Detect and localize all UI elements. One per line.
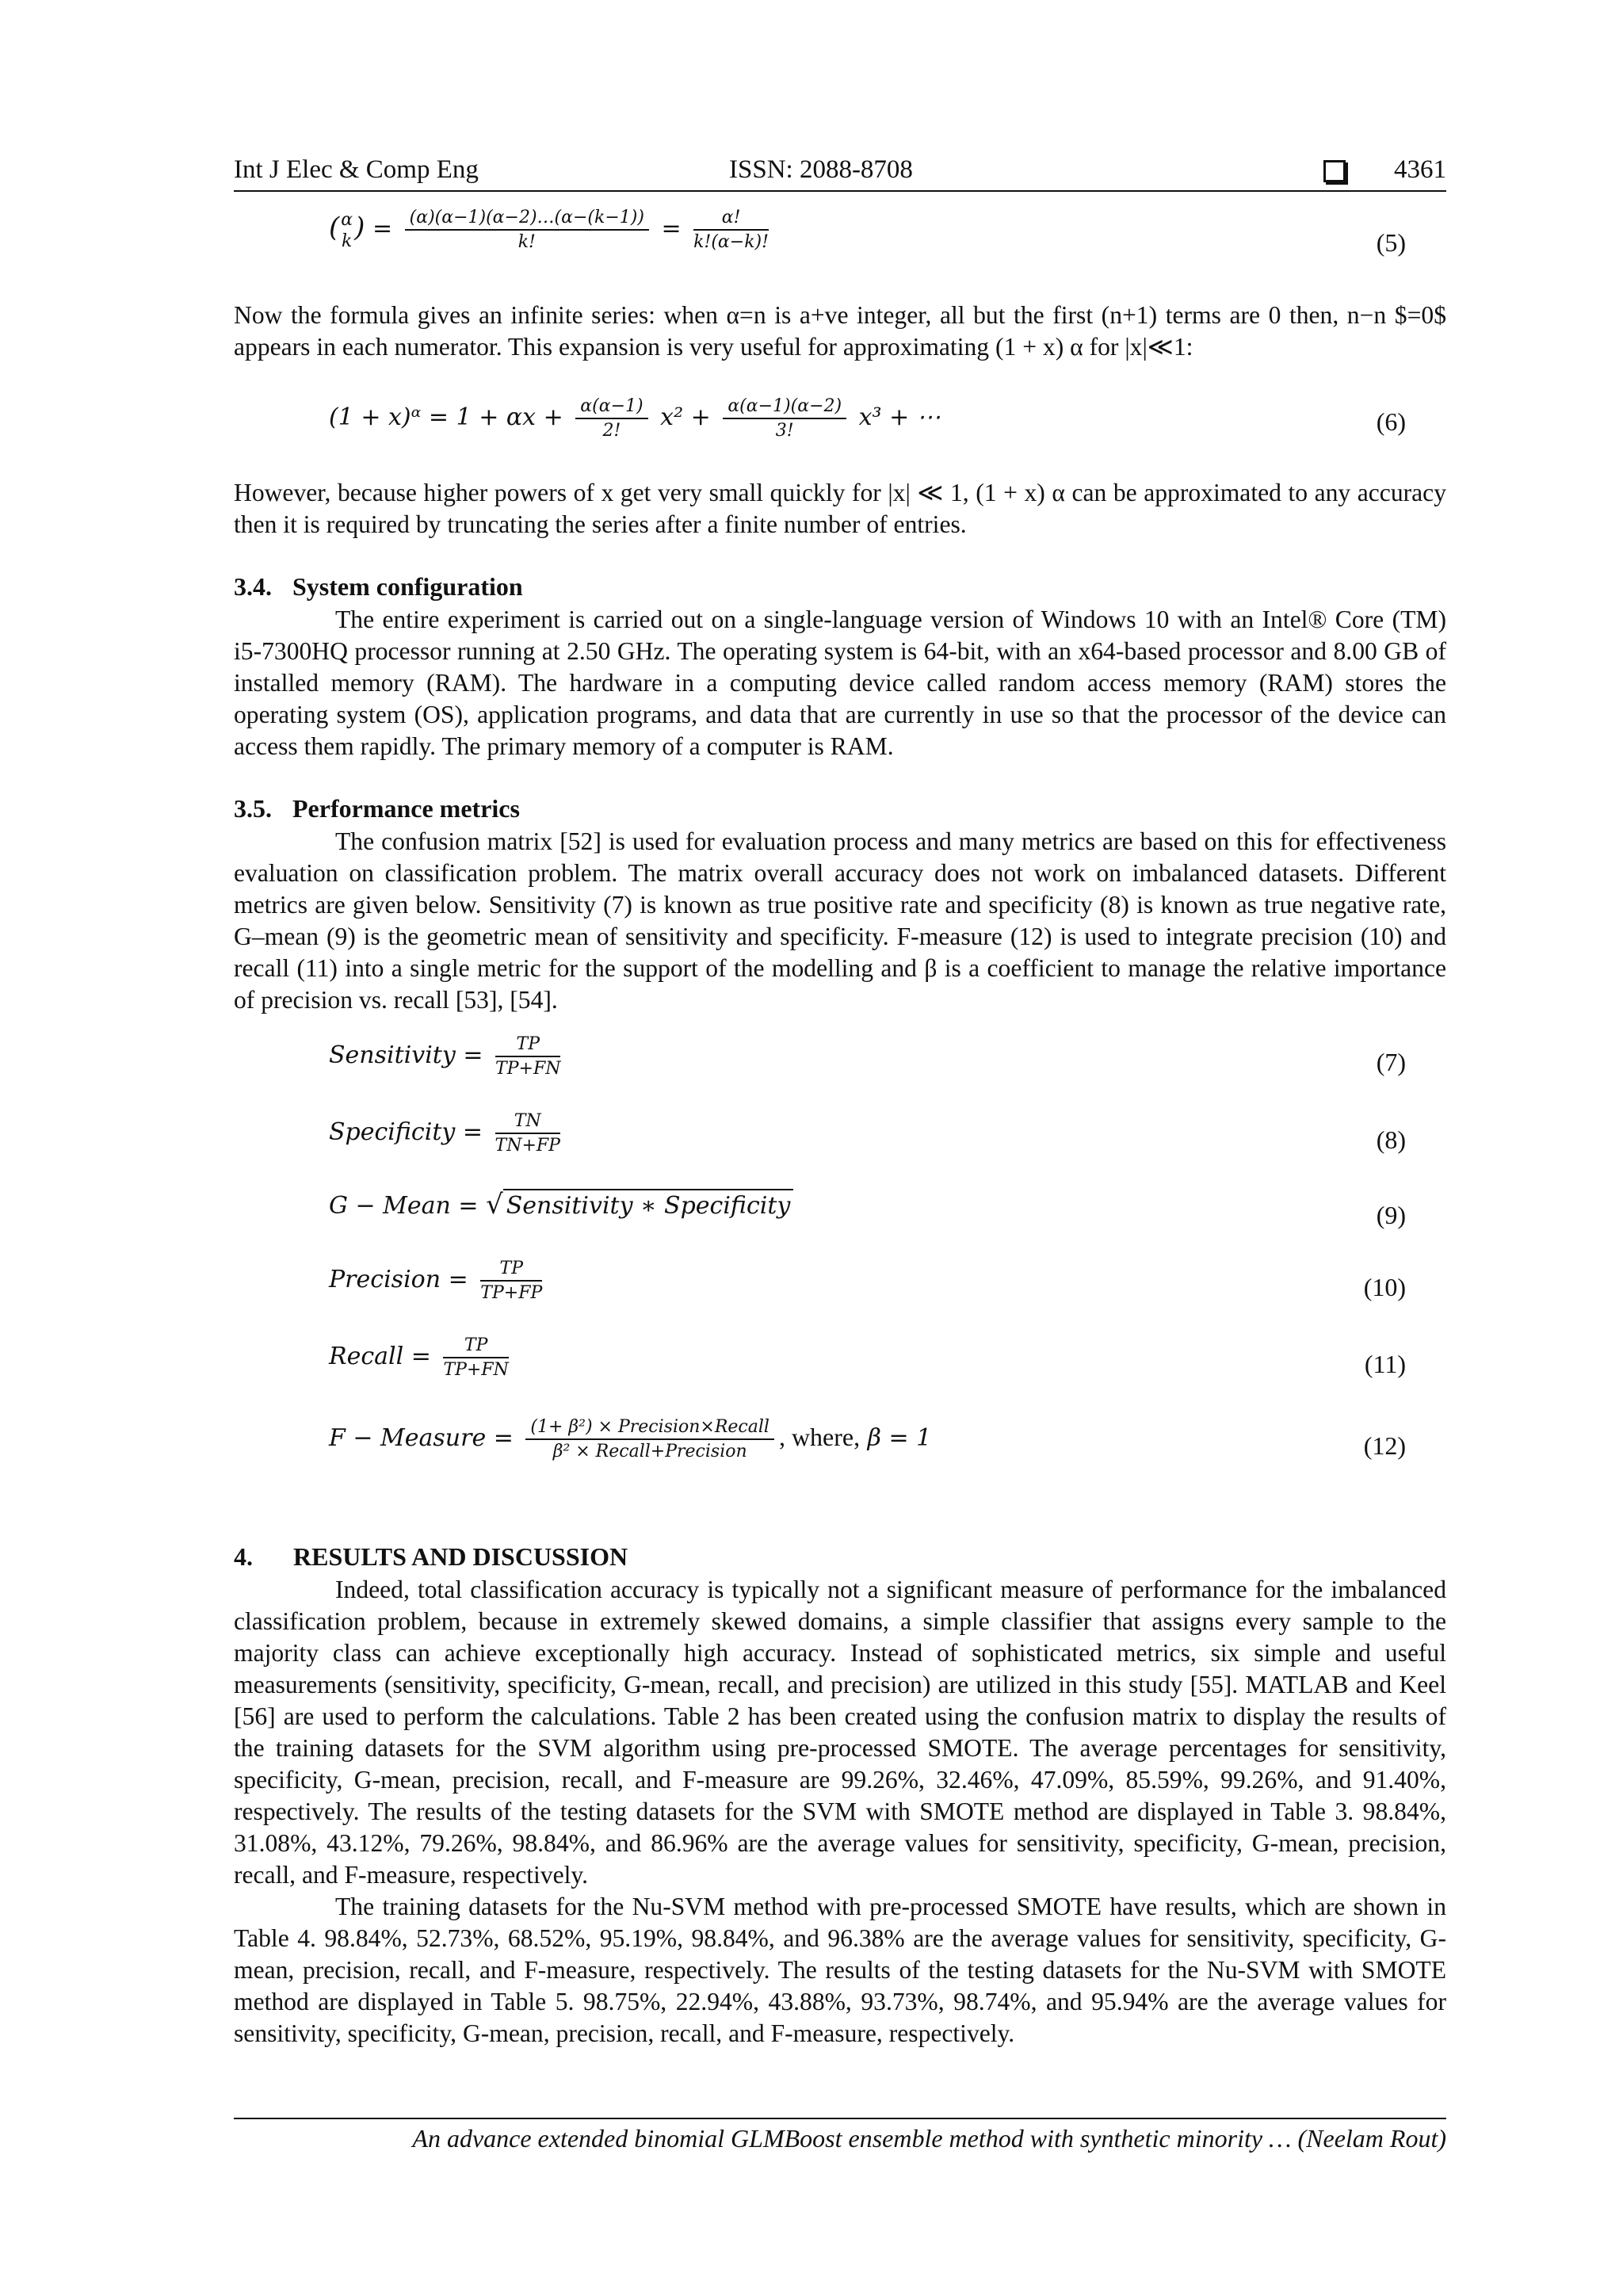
eq9-number: (9) — [1376, 1201, 1406, 1229]
eq6-f2-den: 3! — [775, 421, 794, 441]
section-3-5-title: Performance metrics — [292, 794, 520, 823]
eq12-lhs: F − Measure = — [329, 1424, 514, 1452]
eq12-number: (12) — [1363, 1431, 1406, 1460]
equation-7 — [329, 1034, 565, 1098]
running-header — [234, 155, 1446, 192]
running-footer: An advance extended binomial GLMBoost ensemble method with synthetic minority … (Neelam Rout) — [234, 2118, 1446, 2153]
eq11-num: TP — [443, 1335, 508, 1358]
eq7-num: TP — [495, 1034, 560, 1057]
eq5-mid-num: (α)(α−1)(α−2)…(α−(k−1)) — [405, 208, 649, 231]
eq5-mid-den: k! — [517, 232, 536, 252]
equation-12 — [329, 1417, 931, 1480]
eq8-num: TN — [495, 1111, 560, 1134]
eq12-den: β² × Recall+Precision — [552, 1442, 747, 1461]
section-3-5-text: The confusion matrix [52] is used for evaluation process and many metrics are based on this for effectiveness evaluation on classification problem. The matrix overall accuracy does not work on imbalanced datasets. Different metrics are given below. Sensitivity (7) is known as true positive rate and specificity (8) is known as true negative rate, G–mean (9) is the geometric mean of sensitivity and specificity. F-measure (12) is used to integrate precision (10) and recall (11) into a single metric for the support of the modelling and β is a coefficient to manage the relative importance of precision vs. recall [53], [54]. — [234, 827, 1446, 1014]
eq8-den: TN+FP — [495, 1136, 560, 1156]
eq5-number: (5) — [1376, 228, 1406, 257]
section-4-paragraph-2: The training datasets for the Nu-SVM method with pre-processed SMOTE have results, which are shown in Table 4. 98.84%, 52.73%, 68.52%, 95.19%, 98.84%, and 96.38% are the average values for sensitivity, specificity, G-mean, precision, recall, and F-measure, respectively. The results of the testing datasets for the Nu-SVM with SMOTE method are displayed in Table 5. 98.75%, 22.94%, 43.88%, 93.73%, 98.74%, and 95.94% are the average values for sensitivity, specificity, G-mean, precision, recall, and F-measure, respectively. — [234, 1893, 1446, 2047]
sqrt-sign-icon: √ — [486, 1189, 503, 1221]
page-number: 4361 — [1394, 155, 1446, 184]
equation-11 — [329, 1335, 514, 1399]
equation-6 — [329, 396, 941, 460]
eq11-number: (11) — [1364, 1350, 1406, 1378]
issn: ISSN: 2088-8708 — [729, 155, 913, 184]
eq6-f1-num: α(α−1) — [575, 396, 647, 419]
eq8-number: (8) — [1376, 1125, 1406, 1154]
section-4-heading — [234, 1542, 628, 1572]
eq5-lhs-bottom: k — [342, 231, 353, 251]
section-3-5-heading — [234, 794, 520, 823]
eq6-tail: x³ + ⋯ — [858, 403, 941, 431]
eq9-radicand: Sensitivity ∗ Specificity — [503, 1189, 794, 1220]
square-bullet-icon — [1323, 160, 1346, 182]
equation-5: ( α k ) = $\frac{(\alpha)(\alpha-1)(\alpha-2)\dots(\alpha-(k-1))}{k!}$ = $\frac{\alpha!}{k!(\alpha-k)!}$ — [329, 208, 769, 252]
eq12-beta: β = 1 — [867, 1424, 932, 1452]
eq11-den: TP+FN — [443, 1360, 509, 1380]
eq11-lhs: Recall = — [329, 1343, 431, 1370]
eq5-lhs-top: α — [341, 210, 353, 230]
eq10-num: TP — [480, 1259, 542, 1282]
section-3-5-number: 3.5. — [234, 794, 272, 823]
eq5-right-den: k!(α−k)! — [693, 232, 769, 252]
eq10-den: TP+FP — [480, 1283, 543, 1303]
eq10-lhs: Precision = — [329, 1266, 468, 1293]
eq7-number: (7) — [1376, 1048, 1406, 1076]
eq6-mid: x² + — [660, 403, 711, 431]
series-paragraph: Now the formula gives an infinite series: when α=n is a+ve integer, all but the first (n+1) terms are 0 then, n−n $=0$ appears in each numerator. This expansion is very useful for approximating (1 + x) α for |x|≪1: — [234, 301, 1446, 361]
section-3-4-title: System configuration — [292, 572, 523, 601]
eq8-lhs: Specificity = — [329, 1118, 483, 1146]
equation-8 — [329, 1111, 565, 1175]
eq10-number: (10) — [1363, 1273, 1406, 1301]
eq7-den: TP+FN — [495, 1059, 561, 1079]
eq12-num: (1+ β²) × Precision×Recall — [525, 1417, 774, 1440]
section-4-paragraph-1: Indeed, total classification accuracy is typically not a significant measure of performance for the imbalanced classification problem, because in extremely skewed domains, a simple classifier that assigns every sample to the majority class can achieve exceptionally high accuracy. Instead of sophisticated metrics, six simple and useful measurements (sensitivity, specificity, G-mean, recall, and precision) are utilized in this study [55]. MATLAB and Keel [56] are used to perform the calculations. Table 2 has been created using the confusion matrix to display the results of the training datasets for the SVM algorithm using pre-processed SMOTE. The average percentages for sensitivity, specificity, G-mean, precision, recall, and F-measure are 99.26%, 32.46%, 47.09%, 85.59%, 99.26%, and 91.40%, respectively. The results of the testing datasets for the SVM with SMOTE method are displayed in Table 3. 98.84%, 31.08%, 43.12%, 79.26%, 98.84%, and 86.96% are the average values for sensitivity, specificity, G-mean, precision, recall, and F-measure, respectively. — [234, 1576, 1446, 1889]
section-4-number: 4. — [234, 1542, 253, 1571]
journal-name: Int J Elec & Comp Eng — [234, 155, 479, 184]
however-paragraph: However, because higher powers of x get very small quickly for |x| ≪ 1, (1 + x) α can be approximated to any accuracy then it is required by truncating the series after a finite number of entries. — [234, 479, 1446, 538]
eq12-where: , where, — [778, 1423, 861, 1451]
eq9-lhs: G − Mean = — [329, 1192, 479, 1220]
section-4-title: RESULTS AND DISCUSSION — [293, 1542, 628, 1571]
eq6-f2-num: α(α−1)(α−2) — [723, 396, 846, 419]
section-3-4-text: The entire experiment is carried out on a single-language version of Windows 10 with an Intel® Core (TM) i5-7300HQ processor running at 2.50 GHz. The operating system is 64-bit, with an x64-based processor and 8.00 GB of installed memory (RAM). The hardware in a computing device called random access memory (RAM) stores the operating system (OS), application programs, and data that are currently in use so that the processor of the device can access them rapidly. The primary memory of a computer is RAM. — [234, 606, 1446, 760]
equation-10 — [329, 1259, 547, 1322]
eq6-f1-den: 2! — [602, 421, 621, 441]
section-3-4-number: 3.4. — [234, 572, 272, 601]
eq6-number: (6) — [1376, 407, 1406, 436]
equation-9 — [329, 1189, 793, 1252]
eq6-lhs: (1 + x)ᵅ = 1 + αx + — [329, 403, 563, 431]
section-3-4-heading — [234, 572, 523, 602]
eq7-lhs: Sensitivity = — [329, 1041, 483, 1069]
eq5-right-num: α! — [693, 208, 769, 231]
